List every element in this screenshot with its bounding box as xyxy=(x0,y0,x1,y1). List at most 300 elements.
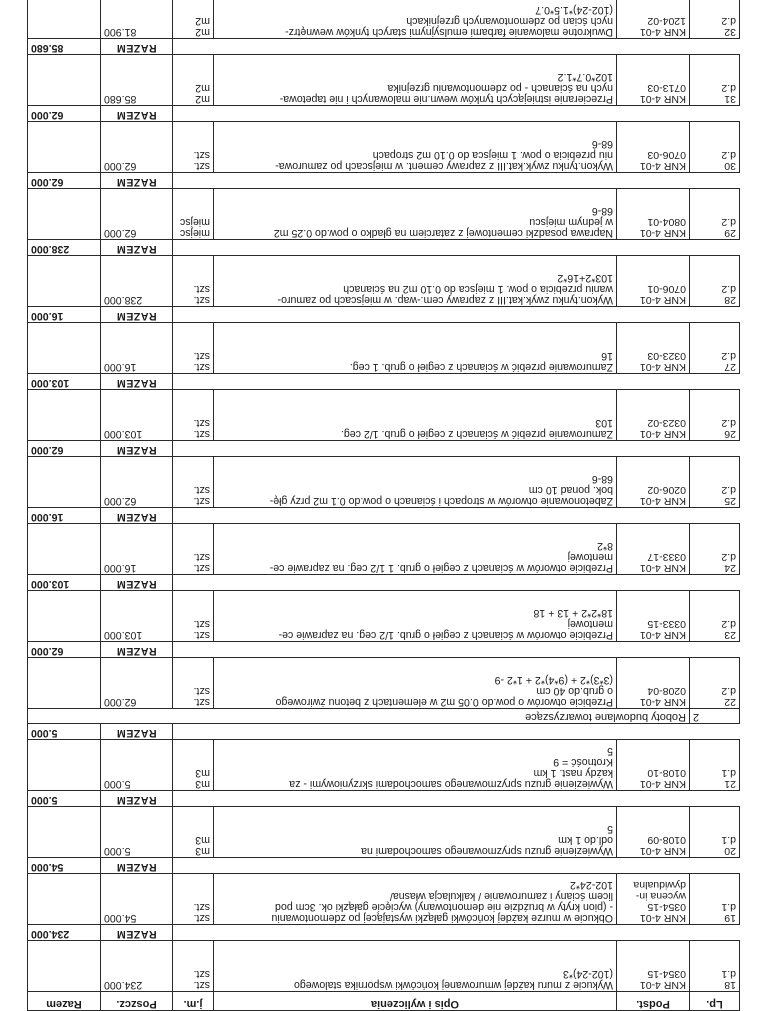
table-row xyxy=(28,390,740,441)
unit-value: szt. xyxy=(193,428,210,441)
quantity-value: 85.680 xyxy=(104,93,137,106)
position-number xyxy=(690,189,740,240)
header-razem: Razem xyxy=(28,992,101,1011)
header-opis: Opis i wyliczenia xyxy=(214,992,617,1011)
unit-value-repeat: szt. xyxy=(193,618,210,631)
basis-code-line: 0333-17 xyxy=(647,551,686,564)
basis-code xyxy=(617,524,690,575)
quantity-cell xyxy=(101,457,173,508)
description-line: w jednym miejscu xyxy=(529,216,613,229)
basis-code xyxy=(617,55,690,106)
unit-value-repeat: m2 xyxy=(195,82,210,95)
basis-code xyxy=(617,0,690,39)
description xyxy=(214,122,617,173)
subtotal-label: RAZEM xyxy=(101,374,173,390)
basis-code xyxy=(617,390,690,441)
calculation-expression: 16 xyxy=(601,350,613,363)
description xyxy=(214,189,617,240)
basis-code-line: KNR 4-01 xyxy=(639,361,686,374)
subtotal-blank xyxy=(173,858,740,874)
subtotal-value: 54.000 xyxy=(28,858,101,874)
basis-code-line: KNR 4-01 xyxy=(639,495,686,508)
subtotal-label: RAZEM xyxy=(101,39,173,55)
unit-value: szt. xyxy=(193,160,210,173)
position-number-value: 21 xyxy=(724,778,736,790)
calculation-expression: 103*2+16*2 xyxy=(557,272,613,285)
quantity-cell xyxy=(101,874,173,925)
total-cell xyxy=(28,122,101,173)
quantity-value: 62.000 xyxy=(104,495,137,508)
subtotal-value: 238.000 xyxy=(28,240,101,256)
unit-value-repeat: m3 xyxy=(195,766,210,779)
subtotal-value: 62.000 xyxy=(28,106,101,122)
quantity-value: 62.000 xyxy=(104,160,137,173)
basis-code-line: KNR 4-01 xyxy=(639,26,686,39)
subtotal-row xyxy=(28,106,740,122)
position-number-value: 31 xyxy=(724,93,736,106)
description xyxy=(214,55,617,106)
position-number-value: 25 xyxy=(724,495,736,508)
description-line: Przebicie otworów w ścianach z cegieł o grub. 1/2 ceg. na zaprawie ce- xyxy=(278,629,613,642)
subtotal-value: 5.000 xyxy=(28,724,101,740)
calculation-expression: (102-24)*1.5*0.7 xyxy=(535,4,613,17)
description xyxy=(214,591,617,642)
subtotal-row xyxy=(28,858,740,874)
section-title: Roboty budowlane towarzyszące xyxy=(28,709,690,724)
description-line: Wykon.tynku zwyk.kat.III z zaprawy cement. w miejscach po zamurowa- xyxy=(275,160,613,173)
subtotal-label: RAZEM xyxy=(101,642,173,658)
subtotal-blank xyxy=(173,374,740,390)
position-reference: d.1 xyxy=(721,766,736,779)
unit-value-repeat: m2 xyxy=(195,15,210,28)
unit-value-repeat: szt. xyxy=(193,551,210,564)
subtotal-blank xyxy=(173,724,740,740)
subtotal-label: RAZEM xyxy=(101,106,173,122)
unit xyxy=(173,807,214,858)
quantity-value: 62.000 xyxy=(104,227,137,240)
basis-code xyxy=(617,122,690,173)
quantity-value: 62.000 xyxy=(104,696,137,709)
section-number: 2 xyxy=(690,709,740,724)
position-number xyxy=(690,390,740,441)
table-row xyxy=(28,189,740,240)
basis-code-line: KNR 4-01 xyxy=(639,629,686,642)
basis-code-line: 0706-01 xyxy=(647,283,686,296)
quantity-value: 5.000 xyxy=(104,845,131,857)
description xyxy=(214,941,617,992)
table-header-row xyxy=(28,992,740,1011)
basis-code-line: KNR 4-01 xyxy=(639,912,686,924)
header-podst: Podst. xyxy=(617,992,690,1011)
unit-value: m2 xyxy=(195,93,210,106)
unit xyxy=(173,740,214,791)
quantity-cell xyxy=(101,941,173,992)
basis-code-line: 1204-02 xyxy=(647,15,686,28)
position-reference: d.2 xyxy=(721,283,736,296)
basis-code xyxy=(617,941,690,992)
table-row xyxy=(28,55,740,106)
subtotal-label: RAZEM xyxy=(101,240,173,256)
basis-code xyxy=(617,323,690,374)
subtotal-row xyxy=(28,642,740,658)
position-number xyxy=(690,941,740,992)
basis-code xyxy=(617,591,690,642)
quantity-value: 54.000 xyxy=(104,912,137,924)
position-number xyxy=(690,457,740,508)
position-number-value: 28 xyxy=(724,294,736,307)
position-reference: d.2 xyxy=(721,15,736,28)
table-row xyxy=(28,0,740,39)
subtotal-blank xyxy=(173,791,740,807)
basis-code-line: 0706-03 xyxy=(647,149,686,162)
position-number-value: 29 xyxy=(724,227,736,240)
description xyxy=(214,323,617,374)
quantity-value: 5.000 xyxy=(104,778,131,790)
position-number xyxy=(690,740,740,791)
quantity-value: 103.000 xyxy=(104,629,143,642)
subtotal-value: 85.680 xyxy=(28,39,101,55)
subtotal-value: 234.000 xyxy=(28,925,101,941)
position-reference: d.1 xyxy=(721,967,736,980)
basis-code-line: KNR 4-01 xyxy=(639,294,686,307)
subtotal-label: RAZEM xyxy=(101,508,173,524)
quantity-cell xyxy=(101,390,173,441)
basis-code-line: 0108-10 xyxy=(647,766,686,779)
total-cell xyxy=(28,807,101,858)
position-number-value: 18 xyxy=(724,979,736,991)
subtotal-blank xyxy=(173,925,740,941)
basis-code-line: KNR 4-01 xyxy=(639,160,686,173)
calculation-expression: (102-24)*3 xyxy=(562,967,613,980)
unit xyxy=(173,256,214,307)
subtotal-row xyxy=(28,925,740,941)
basis-code-line: KNR 4-01 xyxy=(639,696,686,709)
description-line: Zabetonowanie otworów w stropach i ścianach o pow.do 0.1 m2 przy głę- xyxy=(269,495,613,508)
unit-value: szt. xyxy=(193,294,210,307)
description xyxy=(214,740,617,791)
unit-value-repeat: szt. xyxy=(193,484,210,497)
position-number xyxy=(690,807,740,858)
position-number xyxy=(690,256,740,307)
table-row xyxy=(28,122,740,173)
basis-code-line: wycena in- xyxy=(635,889,686,902)
position-number xyxy=(690,323,740,374)
description xyxy=(214,0,617,39)
description-line: Wywiezienie gruzu spryzmowanego samochodami skrzyniowymi - za xyxy=(289,778,613,790)
calculation-expression: 18*2*2 + 13 + 18 xyxy=(533,607,613,620)
calculation-expression: 68-6 xyxy=(591,205,613,218)
description xyxy=(214,256,617,307)
unit-value: m3 xyxy=(195,778,210,790)
unit-value-repeat: szt. xyxy=(193,350,210,363)
subtotal-label: RAZEM xyxy=(101,858,173,874)
basis-code-line: KNR 4-01 xyxy=(639,778,686,790)
subtotal-label: RAZEM xyxy=(101,724,173,740)
unit-value-repeat: szt. xyxy=(193,685,210,698)
description-line: o grub.do 40 cm xyxy=(536,685,613,698)
unit-value-repeat: miejsc xyxy=(179,216,210,229)
calculation-expression: 8*2 xyxy=(597,540,613,553)
basis-code xyxy=(617,807,690,858)
unit xyxy=(173,658,214,709)
quantity-value: 16.000 xyxy=(104,361,137,374)
quantity-value: 234.000 xyxy=(104,979,143,991)
position-reference: d.1 xyxy=(721,900,736,913)
subtotal-blank xyxy=(173,575,740,591)
description-line: Wykucie z muru każdej wmurowanej końcówki wspornika stalowego xyxy=(293,979,613,991)
description-line: Naprawa posadzki cementowej z zatarciem na gładko o pow.do 0.25 m2 xyxy=(273,227,613,240)
position-number xyxy=(690,55,740,106)
unit xyxy=(173,189,214,240)
quantity-cell xyxy=(101,524,173,575)
basis-code xyxy=(617,874,690,925)
description-line: nych na ścianach - po zdemontowaniu grzejnika xyxy=(387,82,613,95)
unit xyxy=(173,457,214,508)
calculation-expression: 102-24*2 xyxy=(569,878,613,891)
description-line: bok. ponad 10 cm xyxy=(528,484,613,497)
quantity-cell xyxy=(101,807,173,858)
basis-code-line: dywidualna xyxy=(633,878,686,891)
description-line: Zamurowanie przebić w ścianach z cegieł o grub. 1/2 ceg. xyxy=(340,428,613,441)
description-line: nych ścian po zdemontowanych grzejnikach xyxy=(406,15,613,28)
calculation-expression: 5 xyxy=(607,744,613,757)
table-row xyxy=(28,941,740,992)
calculation-expression: 103 xyxy=(595,417,613,430)
position-reference: d.2 xyxy=(721,484,736,497)
basis-code-line: KNR 4-01 xyxy=(639,428,686,441)
position-number xyxy=(690,122,740,173)
quantity-cell xyxy=(101,55,173,106)
quantity-value: 238.000 xyxy=(104,294,143,307)
basis-code-line: 0208-04 xyxy=(647,685,686,698)
unit xyxy=(173,390,214,441)
calculation-expression: 68-6 xyxy=(591,473,613,486)
total-cell xyxy=(28,941,101,992)
description xyxy=(214,457,617,508)
position-reference: d.2 xyxy=(721,685,736,698)
basis-code-line: KNR 4-01 xyxy=(639,93,686,106)
table-row xyxy=(28,457,740,508)
total-cell xyxy=(28,591,101,642)
subtotal-label: RAZEM xyxy=(101,307,173,323)
subtotal-row xyxy=(28,173,740,189)
basis-code-line: 0354-15 xyxy=(647,900,686,913)
table-row xyxy=(28,658,740,709)
position-number xyxy=(690,658,740,709)
description-line: Dwukrotne malowanie farbami emulsyjnymi starych tynków wewnętrz- xyxy=(285,26,613,39)
quantity-cell xyxy=(101,256,173,307)
position-number-value: 30 xyxy=(724,160,736,173)
position-number xyxy=(690,591,740,642)
total-cell xyxy=(28,390,101,441)
subtotal-label: RAZEM xyxy=(101,575,173,591)
subtotal-label: RAZEM xyxy=(101,173,173,189)
description xyxy=(214,524,617,575)
description-line: - (pion kryty w bruździe nie demontowany) wycięcie gałązki ok. 3cm pod xyxy=(275,900,613,913)
description-line: waniu przebicia o pow. 1 miejsca do 0.10 m2 na ścianach xyxy=(343,283,613,296)
table-row xyxy=(28,740,740,791)
unit-value-repeat: szt. xyxy=(193,967,210,980)
unit-value: szt. xyxy=(193,696,210,709)
unit-value: m2 xyxy=(195,26,210,39)
basis-code-line: 0108-09 xyxy=(647,833,686,846)
total-cell xyxy=(28,740,101,791)
subtotal-value: 103.000 xyxy=(28,575,101,591)
total-cell xyxy=(28,658,101,709)
subtotal-label: RAZEM xyxy=(101,925,173,941)
table-row xyxy=(28,591,740,642)
position-number-value: 24 xyxy=(724,562,736,575)
description-line: mentowej xyxy=(567,551,613,564)
total-cell xyxy=(28,457,101,508)
description-line: niu przebicia o pow. 1 miejsca do 0.10 m2 stropach xyxy=(372,149,613,162)
description-line: Obkucie w murze każdej końcówki gałązki wystającej po zdemontowaniu xyxy=(271,912,613,924)
total-cell xyxy=(28,874,101,925)
table-body xyxy=(28,0,740,992)
basis-code xyxy=(617,256,690,307)
quantity-cell xyxy=(101,323,173,374)
table-row xyxy=(28,807,740,858)
subtotal-value: 62.000 xyxy=(28,441,101,457)
subtotal-value: 16.000 xyxy=(28,307,101,323)
table-row xyxy=(28,323,740,374)
quantity-cell xyxy=(101,189,173,240)
position-reference: d.2 xyxy=(721,417,736,430)
unit xyxy=(173,524,214,575)
subtotal-row xyxy=(28,575,740,591)
basis-code xyxy=(617,189,690,240)
quantity-cell xyxy=(101,122,173,173)
subtotal-row xyxy=(28,508,740,524)
basis-code xyxy=(617,457,690,508)
unit xyxy=(173,0,214,39)
total-cell xyxy=(28,55,101,106)
description-line: licem ściany i zamurowanie / kalkulacja własna/ xyxy=(389,889,613,902)
basis-code-line: KNR 4-01 xyxy=(639,562,686,575)
position-number xyxy=(690,0,740,39)
quantity-value: 81.900 xyxy=(104,26,137,39)
subtotal-row xyxy=(28,39,740,55)
position-number-value: 22 xyxy=(724,696,736,709)
total-cell xyxy=(28,0,101,39)
unit-value-repeat: szt. xyxy=(193,149,210,162)
basis-code-line: 0713-03 xyxy=(647,82,686,95)
unit-value: szt. xyxy=(193,361,210,374)
description xyxy=(214,874,617,925)
unit xyxy=(173,591,214,642)
basis-code xyxy=(617,740,690,791)
calculation-expression: 68-6 xyxy=(591,138,613,151)
basis-code-line: KNR 4-01 xyxy=(639,979,686,991)
basis-code-line: 0206-02 xyxy=(647,484,686,497)
subtotal-blank xyxy=(173,307,740,323)
subtotal-value: 5.000 xyxy=(28,791,101,807)
subtotal-value: 62.000 xyxy=(28,173,101,189)
calculation-expression: 5 xyxy=(607,822,613,835)
description-line: Wykon.tynku zwyk.kat.III z zaprawy cem.-wap. w miejscach po zamuro- xyxy=(277,294,613,307)
position-number xyxy=(690,874,740,925)
unit-value-repeat: szt. xyxy=(193,417,210,430)
subtotal-blank xyxy=(173,173,740,189)
description-line: Przebicie otworów w ścianach z cegieł o grub. 1 1/2 ceg. na zaprawie ce- xyxy=(269,562,613,575)
unit xyxy=(173,874,214,925)
description-line: Przecieranie istniejących tynków wewn.nie malowanych i nie tapetowa- xyxy=(279,93,613,106)
position-reference: d.2 xyxy=(721,551,736,564)
description xyxy=(214,390,617,441)
position-number xyxy=(690,524,740,575)
position-number-value: 23 xyxy=(724,629,736,642)
table-row xyxy=(28,256,740,307)
subtotal-row xyxy=(28,441,740,457)
basis-code-line: 0323-02 xyxy=(647,417,686,430)
basis-code-line: 0804-01 xyxy=(647,216,686,229)
unit xyxy=(173,122,214,173)
quantity-cell xyxy=(101,658,173,709)
position-reference: d.2 xyxy=(721,618,736,631)
header-lp: Lp. xyxy=(690,992,740,1011)
unit-value: miejsc xyxy=(179,227,210,240)
description xyxy=(214,807,617,858)
header-poszcz: Poszcz. xyxy=(101,992,173,1011)
description xyxy=(214,658,617,709)
basis-code-line: 0323-03 xyxy=(647,350,686,363)
subtotal-row xyxy=(28,307,740,323)
basis-code xyxy=(617,658,690,709)
subtotal-row xyxy=(28,374,740,390)
unit-value: szt. xyxy=(193,629,210,642)
subtotal-blank xyxy=(173,106,740,122)
subtotal-blank xyxy=(173,642,740,658)
description-line: Przebicie otworów o pow.do 0.05 m2 w elementach z betonu żwirowego xyxy=(275,696,613,709)
unit xyxy=(173,323,214,374)
quantity-cell xyxy=(101,0,173,39)
unit-value-repeat: szt. xyxy=(193,283,210,296)
unit-value-repeat: m3 xyxy=(195,833,210,846)
position-number-value: 20 xyxy=(724,845,736,857)
position-reference: d.2 xyxy=(721,216,736,229)
subtotal-row xyxy=(28,724,740,740)
total-cell xyxy=(28,323,101,374)
table-row xyxy=(28,524,740,575)
position-reference: d.2 xyxy=(721,149,736,162)
header-jm: j.m. xyxy=(173,992,214,1011)
basis-code-line: KNR 4-01 xyxy=(639,845,686,857)
unit-value: szt. xyxy=(193,912,210,924)
subtotal-value: 62.000 xyxy=(28,642,101,658)
total-cell xyxy=(28,189,101,240)
description-line: Krotność = 9 xyxy=(553,755,613,768)
quantity-cell xyxy=(101,740,173,791)
description-line: odl.do 1 km xyxy=(558,833,613,846)
subtotal-blank xyxy=(173,39,740,55)
total-cell xyxy=(28,524,101,575)
subtotal-row xyxy=(28,791,740,807)
subtotal-label: RAZEM xyxy=(101,441,173,457)
description-line: Wywiezienie gruzu spryzmowanego samochodami na xyxy=(361,845,613,857)
cost-estimate-table xyxy=(27,0,740,1011)
subtotal-value: 103.000 xyxy=(28,374,101,390)
quantity-value: 103.000 xyxy=(104,428,143,441)
subtotal-label: RAZEM xyxy=(101,791,173,807)
quantity-value: 16.000 xyxy=(104,562,137,575)
basis-code-line: KNR 4-01 xyxy=(639,227,686,240)
subtotal-blank xyxy=(173,508,740,524)
unit-value: m3 xyxy=(195,845,210,857)
position-number-value: 32 xyxy=(724,26,736,39)
subtotal-value: 16.000 xyxy=(28,508,101,524)
unit xyxy=(173,55,214,106)
unit-value-repeat: szt. xyxy=(193,900,210,913)
